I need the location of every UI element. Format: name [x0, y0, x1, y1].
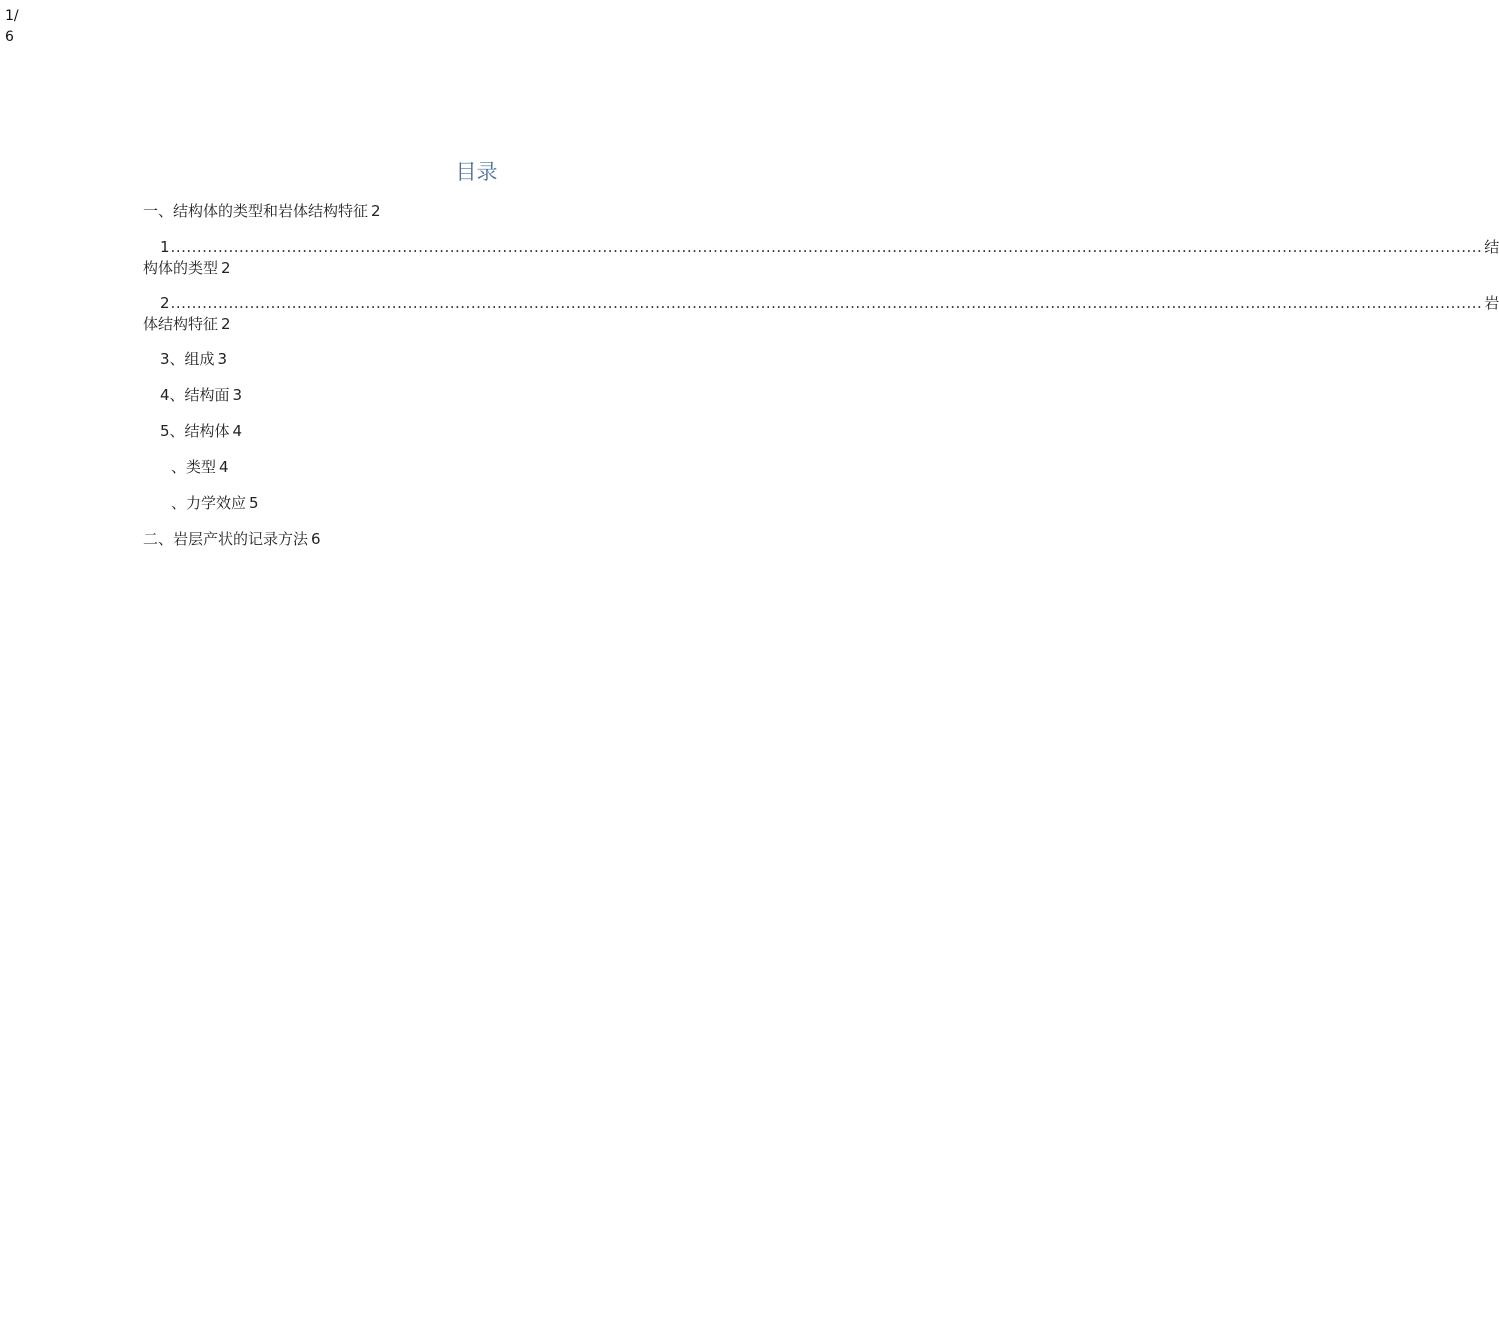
toc-entry-1-1[interactable] — [143, 237, 1499, 279]
toc-entry-1-5-2[interactable] — [143, 493, 810, 514]
toc-entry-page: 2 — [221, 259, 231, 277]
toc-entry-label-start: 结 — [1484, 238, 1499, 256]
toc-entry-label: 、力学效应 — [171, 494, 247, 512]
toc-entry-label: 5、结构体 — [160, 422, 230, 440]
toc-wrap-line — [143, 314, 810, 335]
toc-entry-label-rest: 构体的类型 — [143, 259, 219, 277]
toc-entry-1-5[interactable] — [143, 421, 810, 442]
toc-entry-page: 6 — [311, 530, 321, 548]
toc-entry-label: 一、结构体的类型和岩体结构特征 — [143, 202, 369, 220]
toc-wrap-line — [143, 258, 810, 279]
toc-dot-leader: ......................................................................................................................................................................................................................................................... — [170, 294, 1483, 312]
toc-entry-page: 3 — [232, 386, 243, 404]
toc-entry-1-4[interactable] — [143, 385, 810, 406]
table-of-contents — [143, 155, 1499, 565]
toc-entry-number: 1 — [160, 238, 170, 256]
toc-entry-label: 、类型 — [171, 458, 217, 476]
toc-entry-section-1[interactable] — [143, 201, 810, 222]
toc-entry-1-3[interactable] — [143, 349, 810, 370]
toc-dot-line — [143, 237, 1499, 258]
toc-entry-label: 4、结构面 — [160, 386, 230, 404]
toc-entry-1-5-1[interactable] — [143, 457, 810, 478]
toc-entry-section-2[interactable] — [143, 529, 810, 550]
toc-entry-label: 3、组成 — [160, 350, 215, 368]
toc-entry-page: 2 — [371, 202, 381, 220]
toc-dot-line — [143, 293, 1499, 314]
toc-dot-leader: ......................................................................................................................................................................................................................................................... — [170, 238, 1483, 256]
toc-entry-1-2[interactable] — [143, 293, 1499, 335]
toc-entry-label-rest: 体结构特征 — [143, 315, 219, 333]
page-counter: 1/6 — [5, 8, 19, 45]
toc-entry-number: 2 — [160, 294, 170, 312]
toc-entry-label-start: 岩 — [1484, 294, 1499, 312]
toc-entry-page: 3 — [217, 350, 228, 368]
toc-entry-label: 二、岩层产状的记录方法 — [143, 530, 309, 548]
toc-entry-page: 4 — [219, 458, 229, 476]
toc-title: 目录 — [455, 160, 498, 184]
toc-entry-page: 4 — [232, 422, 243, 440]
toc-entry-page: 2 — [221, 315, 231, 333]
toc-entry-page: 5 — [249, 494, 259, 512]
